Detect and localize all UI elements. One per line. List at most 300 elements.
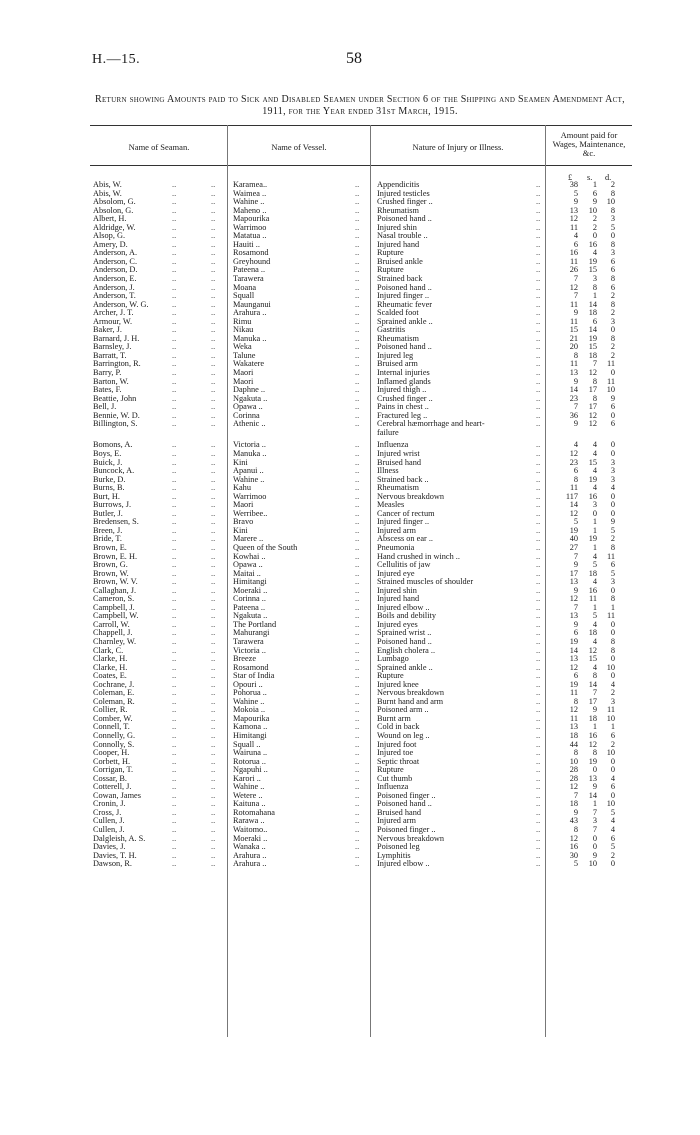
- leader-dots: ..: [172, 586, 177, 595]
- seaman-name: Clark, C.: [93, 646, 124, 655]
- amount-shillings: 16: [588, 732, 597, 740]
- vessel-name: Rosamond: [233, 663, 269, 672]
- seaman-name: Bredensen, S.: [93, 518, 139, 527]
- injury-nature: Rheumatism: [377, 334, 419, 343]
- leader-dots: ..: [536, 249, 541, 258]
- injury-nature: Injured foot: [377, 740, 417, 749]
- vessel-name: Corinna: [233, 411, 260, 420]
- amount-shillings: 2: [592, 215, 597, 224]
- leader-dots: ..: [536, 369, 541, 378]
- table-row: [0, 860, 700, 869]
- leader-dots: ..: [172, 334, 177, 343]
- leader-dots: ..: [536, 377, 541, 386]
- leader-dots: ..: [172, 689, 177, 698]
- table-row: [0, 318, 700, 327]
- vessel-name: Maitai ..: [233, 569, 261, 578]
- amount-pence: 0: [610, 620, 615, 629]
- vessel-name: Himitangi: [233, 732, 267, 740]
- leader-dots: ..: [172, 249, 177, 258]
- leader-dots: ..: [211, 783, 216, 792]
- amount-pounds: 12: [569, 283, 578, 292]
- vessel-name: Mapourika: [233, 215, 270, 224]
- vessel-name: Tarawera: [233, 275, 264, 284]
- leader-dots: ..: [172, 501, 177, 510]
- leader-dots: ..: [536, 612, 541, 621]
- amount-pence: 0: [610, 449, 615, 458]
- leader-dots: ..: [536, 181, 541, 189]
- leader-dots: ..: [211, 257, 216, 266]
- amount-pence: 3: [610, 215, 615, 224]
- vessel-name: Arahura ..: [233, 851, 267, 860]
- seaman-name: Anderson, A.: [93, 249, 138, 258]
- amount-shillings: 14: [588, 300, 597, 309]
- leader-dots: ..: [536, 360, 541, 369]
- table-row: [0, 403, 700, 412]
- vessel-name: Victoria ..: [233, 646, 266, 655]
- amount-pounds: 8: [573, 351, 578, 360]
- amount-pence: 0: [610, 501, 615, 510]
- injury-nature: Bruised hand: [377, 458, 422, 467]
- leader-dots: ..: [211, 309, 216, 318]
- amount-pence: 2: [610, 351, 615, 360]
- amount-pounds: 8: [573, 697, 578, 706]
- seaman-name: Abis, W.: [93, 181, 122, 189]
- injury-nature: Poisoned finger ..: [377, 826, 436, 835]
- table-row: [0, 450, 700, 459]
- injury-nature: Burnt arm: [377, 714, 411, 723]
- leader-dots: ..: [172, 603, 177, 612]
- seaman-name: Davies, T. H.: [93, 851, 137, 860]
- seaman-name: Barnsley, J.: [93, 343, 132, 352]
- amount-pounds: 18: [569, 732, 578, 740]
- leader-dots: ..: [355, 351, 360, 360]
- leader-dots: ..: [172, 826, 177, 835]
- leader-dots: ..: [172, 620, 177, 629]
- seaman-name: Anderson, W. G.: [93, 300, 149, 309]
- table-row: [0, 326, 700, 335]
- vessel-name: Kowhai ..: [233, 552, 266, 561]
- amount-shillings: 7: [592, 808, 597, 817]
- injury-nature: Nervous breakdown: [377, 689, 445, 698]
- amount-pounds: 11: [570, 714, 578, 723]
- leader-dots: ..: [211, 697, 216, 706]
- leader-dots: ..: [536, 420, 541, 429]
- amount-shillings: 16: [588, 586, 597, 595]
- seaman-name: Alsop, G.: [93, 232, 126, 241]
- seaman-name: Cossar, B.: [93, 774, 128, 783]
- injury-nature: Crushed finger ..: [377, 394, 433, 403]
- leader-dots: ..: [211, 578, 216, 587]
- vessel-name: Waitomo..: [233, 826, 268, 835]
- leader-dots: ..: [536, 215, 541, 224]
- leader-dots: ..: [536, 578, 541, 587]
- amount-pounds: 7: [573, 403, 578, 412]
- leader-dots: ..: [536, 509, 541, 518]
- injury-nature: Influenza: [377, 783, 409, 792]
- seaman-name: Abis, W.: [93, 189, 122, 198]
- leader-dots: ..: [536, 552, 541, 561]
- injury-nature: Injured elbow ..: [377, 603, 430, 612]
- amount-pence: 4: [610, 817, 615, 826]
- vessel-name: Ngakuta ..: [233, 394, 268, 403]
- table-row: [0, 612, 700, 621]
- amount-pence: 0: [610, 757, 615, 766]
- leader-dots: ..: [172, 411, 177, 420]
- amount-pence: 3: [610, 249, 615, 258]
- vessel-name: Maori: [233, 501, 254, 510]
- injury-nature: Injured hand: [377, 240, 420, 249]
- leader-dots: ..: [211, 689, 216, 698]
- vessel-name: Opouri ..: [233, 680, 263, 689]
- leader-dots: ..: [211, 672, 216, 681]
- leader-dots: ..: [355, 420, 360, 429]
- table-row: [0, 843, 700, 852]
- leader-dots: ..: [355, 257, 360, 266]
- leader-dots: ..: [211, 369, 216, 378]
- injury-nature: Sprained wrist ..: [377, 629, 432, 638]
- table-row: [0, 706, 700, 715]
- leader-dots: ..: [355, 569, 360, 578]
- injury-nature: Injured finger ..: [377, 292, 430, 301]
- vessel-name: Rotorua ..: [233, 757, 266, 766]
- leader-dots: ..: [355, 561, 360, 570]
- amount-shillings: 4: [592, 552, 597, 561]
- leader-dots: ..: [172, 543, 177, 552]
- seaman-name: Barnard, J. H.: [93, 334, 140, 343]
- table-row: [0, 386, 700, 395]
- leader-dots: ..: [172, 518, 177, 527]
- leader-dots: ..: [355, 860, 360, 869]
- amount-pounds: 5: [573, 860, 578, 869]
- leader-dots: ..: [536, 826, 541, 835]
- amount-shillings: 4: [592, 637, 597, 646]
- leader-dots: ..: [172, 198, 177, 207]
- leader-dots: ..: [355, 181, 360, 189]
- table-row: [0, 467, 700, 476]
- amount-shillings: 19: [588, 475, 597, 484]
- leader-dots: ..: [172, 394, 177, 403]
- table-row: [0, 190, 700, 199]
- amount-pounds: 11: [570, 689, 578, 698]
- leader-dots: ..: [536, 189, 541, 198]
- injury-nature: Injured eyes: [377, 620, 418, 629]
- leader-dots: ..: [355, 386, 360, 395]
- leader-dots: ..: [172, 377, 177, 386]
- amount-shillings: 11: [589, 595, 597, 604]
- leader-dots: ..: [536, 283, 541, 292]
- leader-dots: ..: [536, 740, 541, 749]
- amount-shillings: 6: [592, 317, 597, 326]
- table-header-rule: [90, 165, 632, 166]
- amount-pounds: 30: [569, 851, 578, 860]
- table-row: [0, 835, 700, 844]
- leader-dots: ..: [355, 509, 360, 518]
- injury-nature: Sprained ankle ..: [377, 317, 433, 326]
- leader-dots: ..: [536, 257, 541, 266]
- leader-dots: ..: [536, 569, 541, 578]
- injury-nature: Cold in back: [377, 723, 420, 732]
- amount-shillings: 9: [592, 851, 597, 860]
- amount-shillings: 14: [588, 680, 597, 689]
- amount-shillings: 18: [588, 351, 597, 360]
- amount-pence: 6: [610, 403, 615, 412]
- table-row: [0, 420, 700, 429]
- leader-dots: ..: [355, 206, 360, 215]
- leader-dots: ..: [211, 509, 216, 518]
- leader-dots: ..: [211, 394, 216, 403]
- table-row: [0, 775, 700, 784]
- amount-shillings: 2: [592, 223, 597, 232]
- seaman-name: Connell, T.: [93, 723, 130, 732]
- leader-dots: ..: [355, 800, 360, 809]
- amount-pence: 3: [610, 467, 615, 476]
- vessel-name: Ngapuhi ..: [233, 766, 268, 775]
- leader-dots: ..: [536, 766, 541, 775]
- amount-shillings: 17: [588, 386, 597, 395]
- table-row: [0, 672, 700, 681]
- table-row: [0, 459, 700, 468]
- injury-nature: Injured eye: [377, 569, 415, 578]
- table-row: [0, 198, 700, 207]
- amount-shillings: 5: [592, 612, 597, 621]
- leader-dots: ..: [355, 240, 360, 249]
- amount-pence: 8: [610, 206, 615, 215]
- table-row: [0, 587, 700, 596]
- leader-dots: ..: [211, 543, 216, 552]
- leader-dots: ..: [536, 198, 541, 207]
- table-row: [0, 535, 700, 544]
- leader-dots: ..: [355, 403, 360, 412]
- leader-dots: ..: [536, 223, 541, 232]
- vessel-name: Maori: [233, 369, 254, 378]
- amount-pounds: 8: [573, 475, 578, 484]
- amount-pence: 0: [610, 791, 615, 800]
- amount-pounds: 12: [569, 595, 578, 604]
- amount-pence: 8: [610, 189, 615, 198]
- amount-shillings: 10: [588, 206, 597, 215]
- leader-dots: ..: [211, 266, 216, 275]
- leader-dots: ..: [355, 317, 360, 326]
- injury-nature: Injured arm: [377, 526, 416, 535]
- leader-dots: ..: [355, 603, 360, 612]
- injury-nature: Poisoned finger ..: [377, 791, 436, 800]
- leader-dots: ..: [355, 275, 360, 284]
- vessel-name: Breeze: [233, 655, 257, 664]
- amount-pence: 2: [610, 181, 615, 189]
- table-row: [0, 570, 700, 579]
- amount-pounds: 19: [569, 680, 578, 689]
- amount-pounds: 117: [565, 492, 578, 501]
- vessel-name: Daphne ..: [233, 386, 266, 395]
- leader-dots: ..: [211, 663, 216, 672]
- table-row: [0, 510, 700, 519]
- leader-dots: ..: [536, 732, 541, 740]
- leader-dots: ..: [536, 620, 541, 629]
- vessel-name: Mahurangi: [233, 629, 270, 638]
- amount-pence: 3: [610, 578, 615, 587]
- leader-dots: ..: [536, 851, 541, 860]
- seaman-name: Anderson, C.: [93, 257, 138, 266]
- leader-dots: ..: [211, 360, 216, 369]
- table-row: [0, 758, 700, 767]
- leader-dots: ..: [355, 706, 360, 715]
- amount-pounds: 4: [573, 441, 578, 450]
- leader-dots: ..: [172, 403, 177, 412]
- leader-dots: ..: [536, 672, 541, 681]
- leader-dots: ..: [211, 317, 216, 326]
- injury-nature: Injured shin: [377, 586, 417, 595]
- leader-dots: ..: [172, 774, 177, 783]
- leader-dots: ..: [211, 232, 216, 241]
- injury-nature: Influenza: [377, 441, 409, 450]
- leader-dots: ..: [172, 317, 177, 326]
- seaman-name: Burke, D.: [93, 475, 126, 484]
- table-row: [0, 369, 700, 378]
- leader-dots: ..: [172, 300, 177, 309]
- leader-dots: ..: [211, 706, 216, 715]
- seaman-name: Baker, J.: [93, 326, 122, 335]
- leader-dots: ..: [536, 808, 541, 817]
- injury-nature: Rupture: [377, 672, 404, 681]
- vessel-name: Warrimoo: [233, 492, 267, 501]
- amount-pounds: 7: [573, 791, 578, 800]
- leader-dots: ..: [355, 535, 360, 544]
- leader-dots: ..: [172, 740, 177, 749]
- leader-dots: ..: [172, 343, 177, 352]
- leader-dots: ..: [172, 257, 177, 266]
- leader-dots: ..: [355, 620, 360, 629]
- amount-shillings: 4: [592, 578, 597, 587]
- amount-pounds: 11: [570, 360, 578, 369]
- leader-dots: ..: [536, 411, 541, 420]
- amount-shillings: 12: [588, 420, 597, 429]
- amount-pence: 0: [610, 492, 615, 501]
- amount-pounds: 9: [573, 620, 578, 629]
- table-row: [0, 723, 700, 732]
- leader-dots: ..: [211, 518, 216, 527]
- leader-dots: ..: [536, 800, 541, 809]
- seaman-name: Coleman, R.: [93, 697, 135, 706]
- leader-dots: ..: [355, 826, 360, 835]
- seaman-name: Barrington, R.: [93, 360, 141, 369]
- amount-shillings: 9: [592, 706, 597, 715]
- amount-pence: 5: [610, 808, 615, 817]
- vessel-name: Opawa ..: [233, 403, 263, 412]
- amount-pence: 9: [610, 518, 615, 527]
- amount-pence: 0: [610, 411, 615, 420]
- amount-pounds: 16: [569, 249, 578, 258]
- vessel-name: Pateena ..: [233, 603, 266, 612]
- amount-shillings: 0: [592, 766, 597, 775]
- injury-nature: Bruised hand: [377, 808, 422, 817]
- amount-pence: 4: [610, 680, 615, 689]
- amount-pence: 0: [610, 441, 615, 450]
- leader-dots: ..: [211, 680, 216, 689]
- leader-dots: ..: [536, 275, 541, 284]
- injury-nature: English cholera ..: [377, 646, 436, 655]
- leader-dots: ..: [211, 860, 216, 869]
- amount-pounds: 7: [573, 603, 578, 612]
- injury-nature: Injured thigh ..: [377, 386, 427, 395]
- leader-dots: ..: [355, 552, 360, 561]
- leader-dots: ..: [355, 740, 360, 749]
- leader-dots: ..: [211, 377, 216, 386]
- amount-pounds: 19: [569, 526, 578, 535]
- leader-dots: ..: [172, 441, 177, 450]
- amount-pounds: 15: [569, 326, 578, 335]
- seaman-name: Billington, S.: [93, 420, 138, 429]
- leader-dots: ..: [211, 215, 216, 224]
- leader-dots: ..: [536, 637, 541, 646]
- vessel-name: Victoria ..: [233, 441, 266, 450]
- amount-shillings: 0: [592, 834, 597, 843]
- amount-pence: 5: [610, 843, 615, 852]
- leader-dots: ..: [211, 740, 216, 749]
- leader-dots: ..: [211, 595, 216, 604]
- injury-nature: Cancer of rectum: [377, 509, 435, 518]
- amount-shillings: 1: [592, 723, 597, 732]
- vessel-name: Mokoia ..: [233, 706, 266, 715]
- amount-shillings: 9: [592, 198, 597, 207]
- seaman-name: Beattie, John: [93, 394, 137, 403]
- leader-dots: ..: [355, 586, 360, 595]
- amount-shillings: 15: [588, 266, 597, 275]
- vessel-name: Rotomahana: [233, 808, 275, 817]
- leader-dots: ..: [172, 723, 177, 732]
- amount-pounds: 6: [573, 467, 578, 476]
- leader-dots: ..: [211, 851, 216, 860]
- table-row: [0, 638, 700, 647]
- seaman-name: Charnley, W.: [93, 637, 137, 646]
- injury-nature: Poisoned hand ..: [377, 343, 432, 352]
- amount-pence: 0: [610, 509, 615, 518]
- table-row: [0, 275, 700, 284]
- amount-pounds: 9: [573, 586, 578, 595]
- leader-dots: ..: [172, 509, 177, 518]
- amount-pounds: 6: [573, 240, 578, 249]
- leader-dots: ..: [172, 697, 177, 706]
- amount-pence: 8: [610, 543, 615, 552]
- amount-pounds: 13: [569, 206, 578, 215]
- seaman-name: Comber, W.: [93, 714, 133, 723]
- amount-pence: 5: [610, 223, 615, 232]
- leader-dots: ..: [355, 292, 360, 301]
- vessel-name: Kamona ..: [233, 723, 268, 732]
- leader-dots: ..: [172, 714, 177, 723]
- seaman-name: Coleman, E.: [93, 689, 135, 698]
- amount-pounds: 9: [573, 561, 578, 570]
- amount-pence: 4: [610, 826, 615, 835]
- leader-dots: ..: [536, 292, 541, 301]
- vessel-name: Maunganui: [233, 300, 271, 309]
- leader-dots: ..: [172, 791, 177, 800]
- amount-pence: 10: [606, 663, 615, 672]
- table-row: [0, 809, 700, 818]
- seaman-name: Collier, R.: [93, 706, 128, 715]
- amount-shillings: 1: [592, 292, 597, 301]
- seaman-name: Cameron, S.: [93, 595, 135, 604]
- amount-shillings: 0: [592, 232, 597, 241]
- amount-shillings: 12: [588, 740, 597, 749]
- seaman-name: Burns, B.: [93, 484, 125, 493]
- leader-dots: ..: [172, 232, 177, 241]
- seaman-name: Anderson, D.: [93, 266, 138, 275]
- leader-dots: ..: [172, 757, 177, 766]
- table-row: [0, 378, 700, 387]
- amount-pence: 2: [610, 343, 615, 352]
- amount-pounds: 14: [569, 646, 578, 655]
- table-row: [0, 292, 700, 301]
